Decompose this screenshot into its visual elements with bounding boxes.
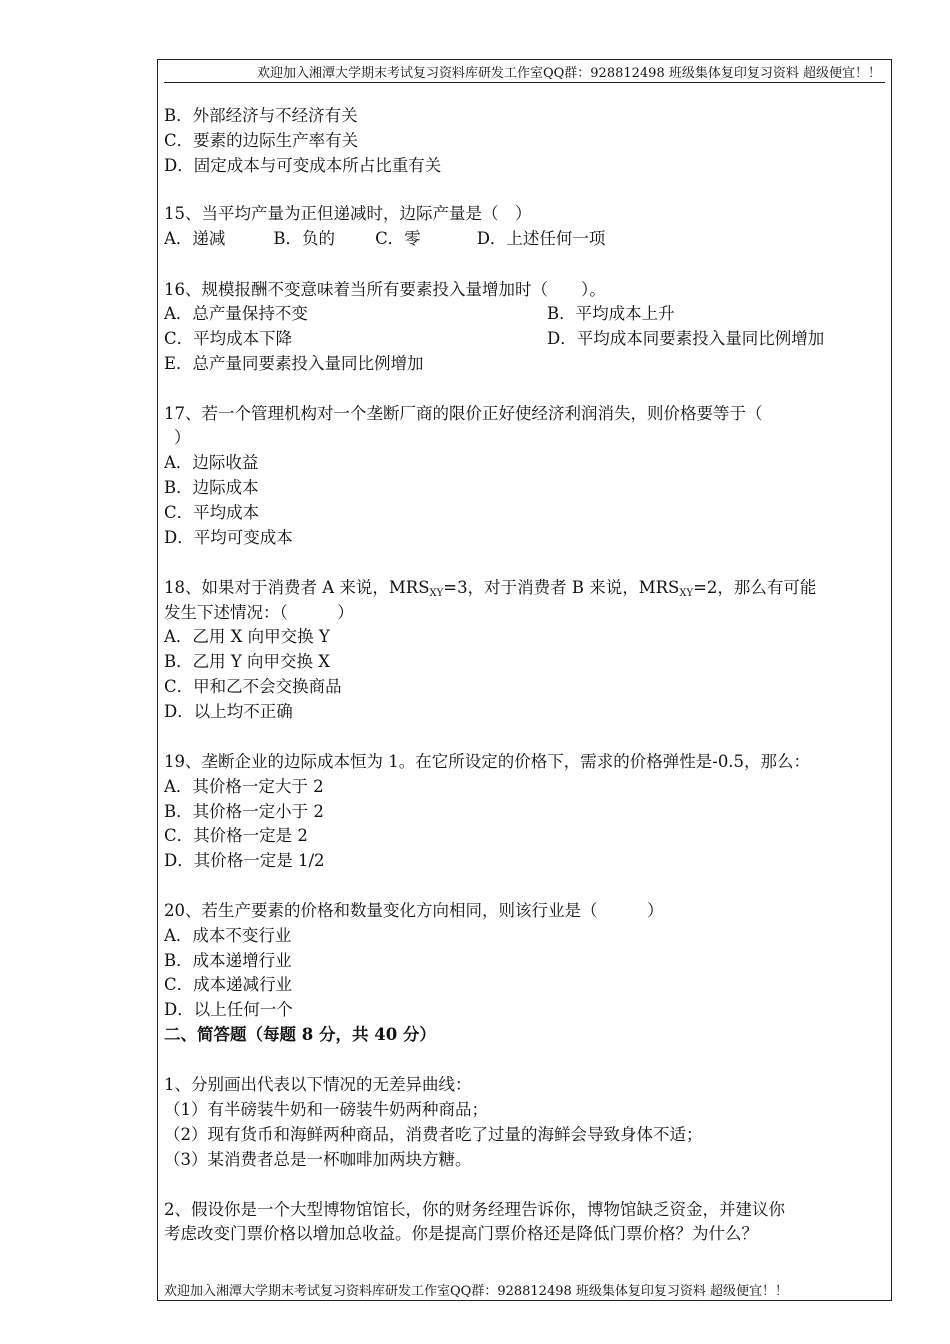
q19-option-b: B．其价格一定小于 2 bbox=[164, 802, 324, 821]
q19-option-a: A．其价格一定大于 2 bbox=[164, 777, 324, 796]
q18-stem-part3: =2，那么有可能 bbox=[693, 578, 817, 597]
q18-stem-cont: 发生下述情况：（ ） bbox=[164, 603, 354, 622]
q20-option-c: C．成本递减行业 bbox=[164, 975, 293, 994]
q18-option-b: B．乙用 Y 向甲交换 X bbox=[164, 652, 330, 671]
page-header: 欢迎加入湘潭大学期末考试复习资料库研发工作室QQ群：928812498 班级集体复印复习资料 超级便宜！！ bbox=[256, 66, 881, 81]
s2-q2-line2: 考虑改变门票价格以增加总收益。你是提高门票价格还是降低门票价格？为什么？ bbox=[164, 1224, 758, 1243]
section2-title: 二、简答题（每题 8 分，共 40 分） bbox=[164, 1025, 436, 1044]
q15-options bbox=[164, 228, 605, 250]
q16-row1 bbox=[164, 303, 675, 325]
q16-option-d: D．平均成本同要素投入量同比例增加 bbox=[547, 329, 825, 348]
q18-stem bbox=[164, 577, 816, 605]
q15-stem: 15、当平均产量为正但递减时，边际产量是（ ） bbox=[164, 204, 532, 223]
s2-q1-item1: （1）有半磅装牛奶和一磅装牛奶两种商品； bbox=[164, 1100, 488, 1119]
q17-stem: 17、若一个管理机构对一个垄断厂商的限价正好使经济利润消失，则价格要等于（ bbox=[164, 404, 763, 423]
q20-option-a: A．成本不变行业 bbox=[164, 926, 292, 945]
q20-stem: 20、若生产要素的价格和数量变化方向相同，则该行业是（ ） bbox=[164, 901, 664, 920]
q15-option-d: D．上述任何一项 bbox=[476, 229, 606, 248]
q15-option-b: B．负的 bbox=[273, 229, 336, 248]
q16-option-a: A．总产量保持不变 bbox=[164, 304, 308, 323]
q16-row2 bbox=[164, 328, 825, 350]
q19-stem: 19、垄断企业的边际成本恒为 1。在它所设定的价格下，需求的价格弹性是-0.5，那么： bbox=[164, 752, 811, 771]
q15-option-c: C．零 bbox=[375, 229, 421, 248]
q20-option-d: D．以上任何一个 bbox=[164, 1000, 293, 1019]
q17-option-b: B．边际成本 bbox=[164, 478, 259, 497]
q17-option-d: D．平均可变成本 bbox=[164, 528, 293, 547]
q16-option-c: C．平均成本下降 bbox=[164, 329, 293, 348]
q17-option-a: A．边际收益 bbox=[164, 453, 259, 472]
q18-option-c: C．甲和乙不会交换商品 bbox=[164, 677, 342, 696]
q17-option-c: C．平均成本 bbox=[164, 503, 260, 522]
prev-option-c: C．要素的边际生产率有关 bbox=[164, 131, 359, 150]
q18-option-a: A．乙用 X 向甲交换 Y bbox=[164, 627, 330, 646]
prev-option-b: B．外部经济与不经济有关 bbox=[164, 106, 358, 125]
s2-q1-item3: （3）某消费者总是一杯咖啡加两块方糖。 bbox=[164, 1150, 472, 1169]
s2-q1-item2: （2）现有货币和海鲜两种商品，消费者吃了过量的海鲜会导致身体不适； bbox=[164, 1125, 703, 1144]
q16-option-b: B．平均成本上升 bbox=[547, 304, 675, 323]
q19-option-c: C．其价格一定是 2 bbox=[164, 826, 308, 845]
q16-stem: 16、规模报酬不变意味着当所有要素投入量增加时（ ）。 bbox=[164, 280, 606, 299]
s2-q2-line1: 2、假设你是一个大型博物馆馆长，你的财务经理告诉你，博物馆缺乏资金，并建议你 bbox=[164, 1200, 785, 1219]
prev-option-d: D．固定成本与可变成本所占比重有关 bbox=[164, 156, 442, 175]
q18-sub2: XY bbox=[679, 588, 694, 599]
header-rule bbox=[164, 82, 885, 83]
page-footer: 欢迎加入湘潭大学期末考试复习资料库研发工作室QQ群：928812498 班级集体复印复习资料 超级便宜！！ bbox=[164, 1284, 789, 1299]
q20-option-b: B．成本递增行业 bbox=[164, 951, 292, 970]
s2-q1-stem: 1、分别画出代表以下情况的无差异曲线： bbox=[164, 1075, 472, 1094]
q18-sub1: XY bbox=[429, 588, 444, 599]
q19-option-d: D．其价格一定是 1/2 bbox=[164, 851, 325, 870]
q15-option-a: A．递减 bbox=[164, 229, 226, 248]
q17-stem-cont: ） bbox=[174, 428, 191, 447]
page-frame bbox=[157, 59, 892, 1301]
q18-stem-part1: 18、如果对于消费者 A 来说，MRS bbox=[164, 578, 430, 597]
q18-option-d: D．以上均不正确 bbox=[164, 702, 293, 721]
q16-option-e: E．总产量同要素投入量同比例增加 bbox=[164, 354, 424, 373]
q18-stem-part2: =3，对于消费者 B 来说，MRS bbox=[443, 578, 680, 597]
